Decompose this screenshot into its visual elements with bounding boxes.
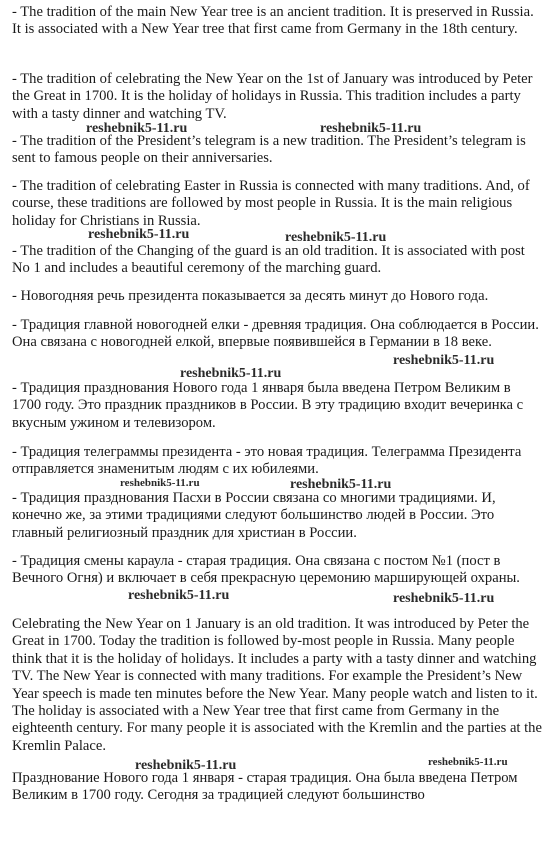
paragraph-president-telegram-en: - The tradition of the President’s telegram is a new tradition. The President’s telegram is sent to famous people on their anniversaries. — [12, 133, 526, 167]
paragraph-changing-guard-ru: - Традиция смены караула - старая традиция. Она связана с постом №1 (пост в Вечного Огня) и включает в себя прекрасную церемонию марширующей охраны. — [12, 553, 520, 587]
watermark: reshebnik5-11.ru — [285, 230, 387, 245]
watermark: reshebnik5-11.ru — [393, 353, 495, 368]
paragraph-president-telegram-ru: - Традиция телеграммы президента - это новая традиция. Телеграмма Президента отправляется знаменитым людям с их юбилеями. — [12, 444, 522, 478]
watermark: reshebnik5-11.ru — [320, 121, 422, 136]
watermark: reshebnik5-11.ru — [88, 227, 190, 242]
watermark: reshebnik5-11.ru — [290, 477, 392, 492]
watermark: reshebnik5-11.ru — [128, 588, 230, 603]
paragraph-president-speech-ru: - Новогодняя речь президента показывается за десять минут до Нового года. — [12, 288, 489, 304]
paragraph-celebrating-summary-en: Celebrating the New Year on 1 January is an old tradition. It was introduced by Peter the Great in 1700. Today the tradition is followed by-most people in Russia. Many people think that it is the holiday of holidays. It includes a party with a tasty dinner and watching TV. The New Year is connected with many traditions. For example the President’s New Year speech is made ten minutes before the New Year. Many people watch and listen to it. The holiday is associated with a New Year tree that first came from Germany in the eighteenth century. For many people it is associated with the Kremlin and the parties at the Kremlin Palace. — [12, 616, 542, 754]
watermark: reshebnik5-11.ru — [135, 758, 237, 773]
watermark: reshebnik5-11.ru — [393, 591, 495, 606]
paragraph-easter-ru: - Традиция празднования Пасхи в России связана со многими традициями. И, конечно же, за этими традициями следуют большинство людей в России. Это главный религиозный праздник для христиан в России. — [12, 490, 496, 541]
watermark: reshebnik5-11.ru — [428, 756, 508, 768]
paragraph-new-year-tree-en: - The tradition of the main New Year tree is an ancient tradition. It is preserved in Russia. It is associated with a New Year tree that first came from Germany in the 18th century. — [12, 4, 534, 38]
watermark: reshebnik5-11.ru — [120, 477, 200, 489]
paragraph-new-year-tree-ru: - Традиция главной новогодней елки - древняя традиция. Она соблюдается в России. Она связана с новогодней елкой, впервые появившейся в Германии в 18 веке. — [12, 317, 539, 351]
paragraph-new-year-date-en: - The tradition of celebrating the New Year on the 1st of January was introduced by Peter the Great in 1700. It is the holiday of holidays in Russia. This tradition includes a party with a tasty dinner and watching TV. — [12, 71, 533, 122]
paragraph-changing-guard-en: - The tradition of the Changing of the guard is an old tradition. It is associated with post No 1 and includes a beautiful ceremony of the marching guard. — [12, 243, 525, 277]
paragraph-easter-en: - The tradition of celebrating Easter in Russia is connected with many traditions. And, of course, these traditions are followed by most people in Russia. It is the main religious holiday for Christians in Russia. — [12, 178, 530, 229]
paragraph-new-year-date-ru: - Традиция празднования Нового года 1 января была введена Петром Великим в 1700 году. Это праздник праздников в России. В эту традицию входит вечеринка с вкусным ужином и телевизором. — [12, 380, 524, 431]
paragraph-celebrating-summary-ru: Празднование Нового года 1 января - старая традиция. Она была введена Петром Великим в 1700 году. Сегодня за традицией следуют большинство — [12, 770, 518, 804]
watermark: reshebnik5-11.ru — [86, 121, 188, 136]
watermark: reshebnik5-11.ru — [180, 366, 282, 381]
